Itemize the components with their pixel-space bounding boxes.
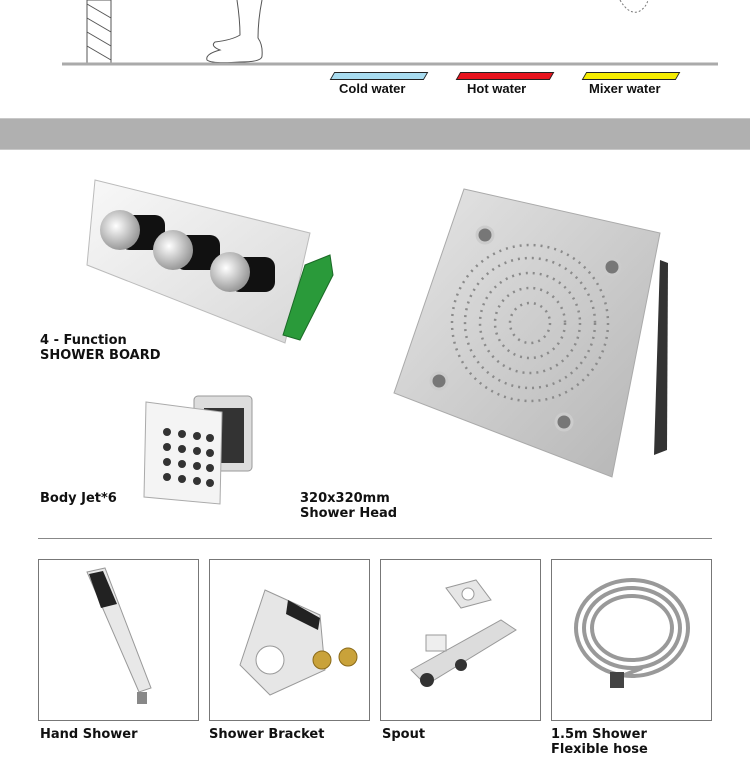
shower-board-line1: 4 - Function	[40, 333, 127, 348]
hand-shower-image	[39, 560, 198, 720]
accessory-tile-hand-shower	[38, 559, 199, 721]
legend-cold-label: Cold water	[339, 81, 406, 96]
accessory-tile-flexible-hose	[551, 559, 712, 721]
legend-mixer-swatch	[582, 72, 681, 80]
accessory-tile-spout	[380, 559, 541, 721]
legend-hot-label: Hot water	[467, 81, 527, 96]
legend-mixer-label: Mixer water	[589, 81, 661, 96]
accessory-label-flexible-hose	[551, 727, 648, 757]
shower-head-line2: Shower Head	[300, 506, 398, 521]
shower-head-line1: 320x320mm	[300, 491, 390, 506]
shower-bracket-image	[210, 560, 369, 720]
shower-board-line2: SHOWER BOARD	[40, 348, 161, 363]
accessory-label-spout: Spout	[382, 727, 426, 742]
flexible-hose-line1: 1.5m Shower	[551, 727, 647, 742]
body-jet-image	[142, 392, 257, 507]
accessories-divider	[38, 538, 712, 539]
spout-image	[381, 560, 540, 720]
flexible-hose-line2: Flexible hose	[551, 742, 648, 757]
accessory-tile-shower-bracket	[209, 559, 370, 721]
accessory-label-shower-bracket: Shower Bracket	[209, 727, 325, 742]
shower-board-image	[85, 175, 345, 355]
flexible-hose-image	[552, 560, 711, 720]
section-divider-band	[0, 118, 750, 150]
body-jet-caption: Body Jet*6	[40, 491, 117, 506]
shower-board-caption	[40, 333, 161, 363]
shower-head-image	[392, 185, 677, 485]
shower-head-caption	[300, 491, 397, 521]
legend-cold-swatch	[330, 72, 429, 80]
legend-hot-swatch	[456, 72, 555, 80]
accessory-label-hand-shower: Hand Shower	[40, 727, 138, 742]
